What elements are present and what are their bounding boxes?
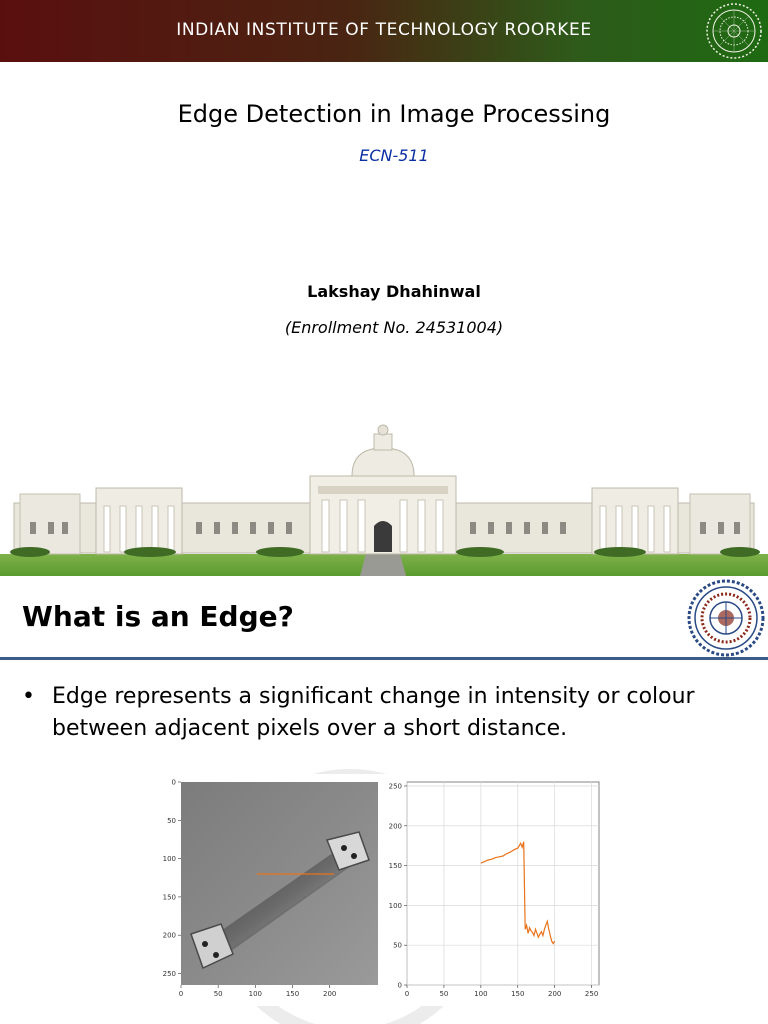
enrollment-number: (Enrollment No. 24531004) — [284, 318, 504, 337]
iit-roorkee-logo-icon — [705, 2, 763, 60]
image-y-tick-label: 0 — [171, 778, 176, 787]
image-y-tick-label: 250 — [162, 970, 176, 979]
institute-name: INDIAN INSTITUTE OF TECHNOLOGY ROORKEE — [176, 20, 592, 40]
image-panel — [163, 779, 378, 999]
header-banner — [0, 0, 768, 62]
bullet-symbol: • — [22, 684, 35, 709]
edge-figure — [161, 774, 607, 1006]
plot-y-tick-label: 200 — [388, 822, 402, 831]
image-x-tick-label: 150 — [285, 990, 300, 998]
plot-x-tick-label: 50 — [439, 990, 449, 998]
plot-y-tick-label: 100 — [388, 901, 402, 910]
image-y-tick-label: 150 — [162, 893, 176, 902]
slide-heading: What is an Edge? — [22, 600, 294, 633]
image-y-tick-label: 200 — [162, 931, 176, 940]
plot-y-tick-label: 50 — [393, 941, 402, 950]
course-code: ECN-511 — [359, 146, 429, 165]
iit-roorkee-emblem-icon — [686, 578, 766, 658]
image-x-tick-label: 0 — [178, 990, 184, 998]
presentation-title: Edge Detection in Image Processing — [177, 100, 611, 128]
main-building-photo — [0, 418, 768, 576]
plot-y-tick-label: 150 — [388, 862, 402, 871]
author-name: Lakshay Dhahinwal — [307, 282, 481, 301]
image-x-tick-label: 50 — [213, 990, 223, 998]
plot-x-tick-label: 100 — [474, 990, 488, 998]
plot-y-tick-label: 250 — [388, 782, 402, 791]
plot-x-tick-label: 250 — [584, 990, 599, 998]
plot-x-tick-label: 0 — [404, 990, 410, 998]
image-y-tick-label: 100 — [162, 855, 176, 864]
plot-x-tick-label: 150 — [511, 990, 525, 998]
heading-divider — [0, 657, 768, 660]
plot-y-tick-label: 0 — [397, 981, 402, 990]
plot-x-tick-label: 200 — [548, 990, 562, 998]
image-x-tick-label: 100 — [248, 990, 263, 998]
intensity-plot — [389, 782, 599, 998]
bullet-text: Edge represents a significant change in intensity or colour between adjacent pixels over a short distance. — [52, 684, 695, 741]
image-x-tick-label: 200 — [322, 990, 337, 998]
plot-area — [407, 782, 599, 985]
content-slide — [0, 576, 768, 1024]
edge-figure-svg — [161, 774, 607, 1006]
image-y-tick-label: 50 — [167, 816, 176, 825]
